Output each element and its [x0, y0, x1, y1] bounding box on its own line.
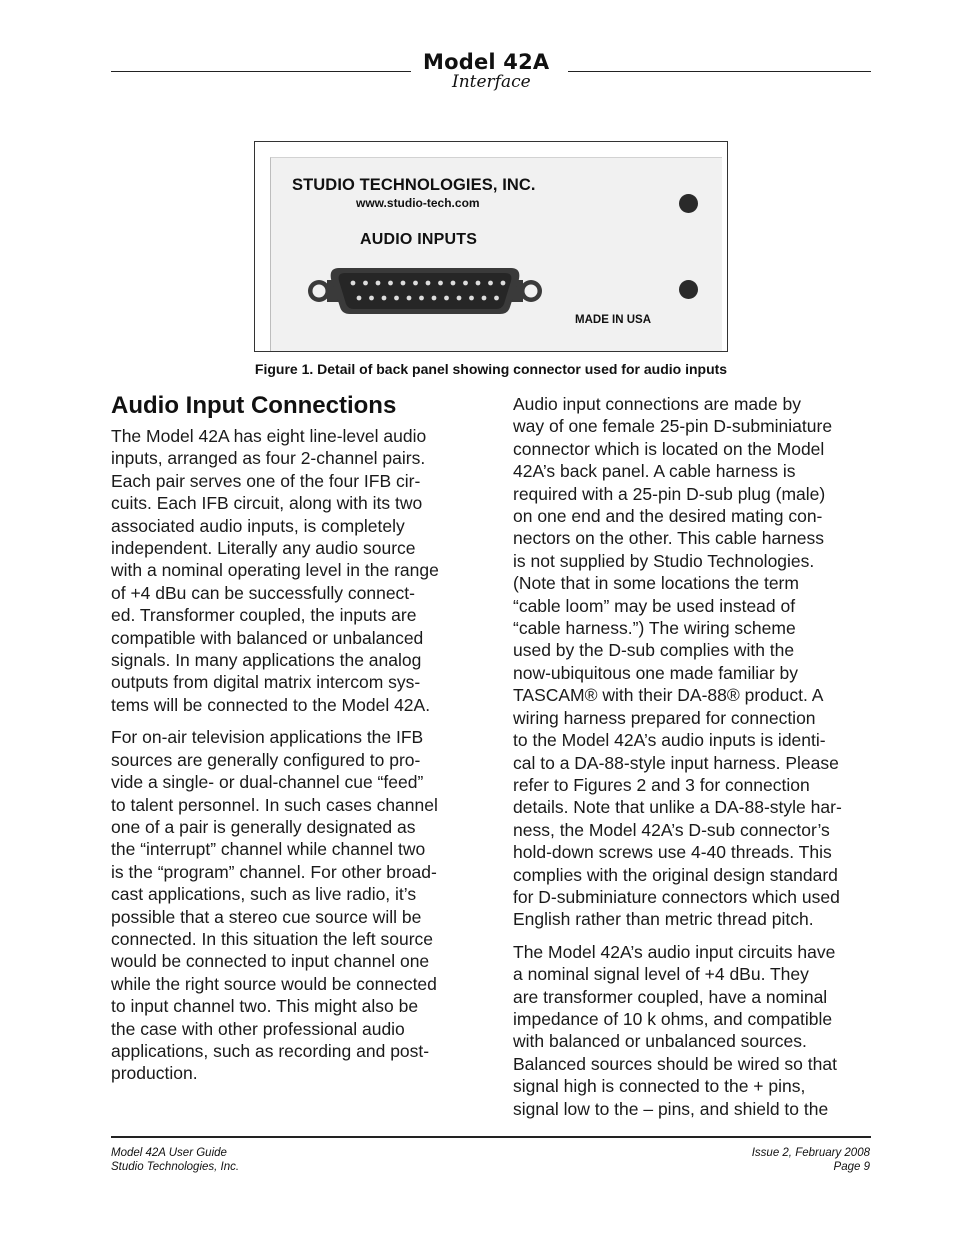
header-title: Model 42A: [423, 50, 550, 74]
dsub-25-connector-icon: [307, 266, 543, 316]
footer-left: [111, 1146, 239, 1174]
left-column: [111, 425, 473, 1095]
panel-url: www.studio-tech.com: [356, 196, 480, 210]
footer-issue: Issue 2, February 2008: [751, 1147, 870, 1159]
header-rule-right: [568, 71, 871, 72]
footer-guide-title: Model 42A User Guide: [111, 1147, 227, 1159]
panel-screw-icon-top: [679, 194, 698, 213]
back-panel-detail: [270, 157, 722, 351]
figure-caption: Figure 1. Detail of back panel showing connector used for audio inputs: [254, 361, 728, 377]
left-paragraph-2: For on-air television applications the IFB sources are generally configured to pro- vide a single- or dual-channel cue “feed” to talent personnel. In such cases channel one of a pair is generally designated as the “interrupt” channel while channel two is the “program” channel. For other broad- cast applications, such as live radio, it’s possible that a stereo cue source will be connected. In this situation the left source would be connected to input channel one while the right source would be connected to input channel two. This might also be the case with other professional audio applications, such as recording and post- production.: [111, 727, 438, 1084]
panel-audio-inputs-label: AUDIO INPUTS: [360, 231, 478, 248]
footer-company: Studio Technologies, Inc.: [111, 1161, 240, 1173]
footer-page-number: Page 9: [833, 1161, 870, 1173]
right-paragraph-2: The Model 42A’s audio input circuits have a nominal signal level of +4 dBu. They are transformer coupled, have a nominal impedance of 10 k ohms, and compatible with balanced or unbalanced sources. Balanced sources should be wired so that signal high is connected to the + pins, signal low to the – pins, and shield to the: [513, 941, 837, 1119]
panel-screw-icon-bottom: [679, 280, 698, 299]
right-paragraph-1: Audio input connections are made by way of one female 25-pin D-subminiature connector which is located on the Model 42A’s back panel. A cable harness is required with a 25-pin D-sub plug (male) on one end and the desired mating con- nectors on the other. This cable harness is not supplied by Studio Technologies. (Note that in some locations the term “cable loom” may be used instead of “cable harness.”) The wiring scheme used by the D-sub complies with the now-ubiquitous one made familiar by TASCAM® with their DA-88® product. A wiring harness prepared for connection to the Model 42A’s audio inputs is identi- cal to a DA-88-style input harness. Please refer to Figures 2 and 3 for connection details. Note that unlike a DA-88-style har- ness, the Model 42A’s D-sub connector’s hold-down screws use 4-40 threads. This complies with the original design standard for D-subminiature connectors which used English rather than metric thread pitch.: [513, 394, 842, 930]
header-rule-left: [111, 71, 411, 72]
panel-company-name: STUDIO TECHNOLOGIES, INC.: [292, 176, 536, 194]
figure-back-panel: [254, 141, 728, 352]
left-paragraph-1: The Model 42A has eight line-level audio inputs, arranged as four 2-channel pairs. Each pair serves one of the four IFB cir- cuits. Each IFB circuit, along with its two associated audio inputs, is completely independent. Literally any audio source with a nominal operating level in the range of +4 dBu can be successfully connect- ed. Transformer coupled, the inputs are compatible with balanced or unbalanced signals. In many applications the analog outputs from digital matrix intercom sys- tems will be connected to the Model 42A.: [111, 426, 439, 715]
panel-made-in-usa: MADE IN USA: [575, 314, 652, 326]
footer-right: [600, 1146, 870, 1174]
footer-rule: [111, 1136, 871, 1138]
section-heading: Audio Input Connections: [111, 392, 397, 419]
right-column: [513, 393, 875, 1130]
header-subtitle: Interface: [452, 72, 531, 92]
